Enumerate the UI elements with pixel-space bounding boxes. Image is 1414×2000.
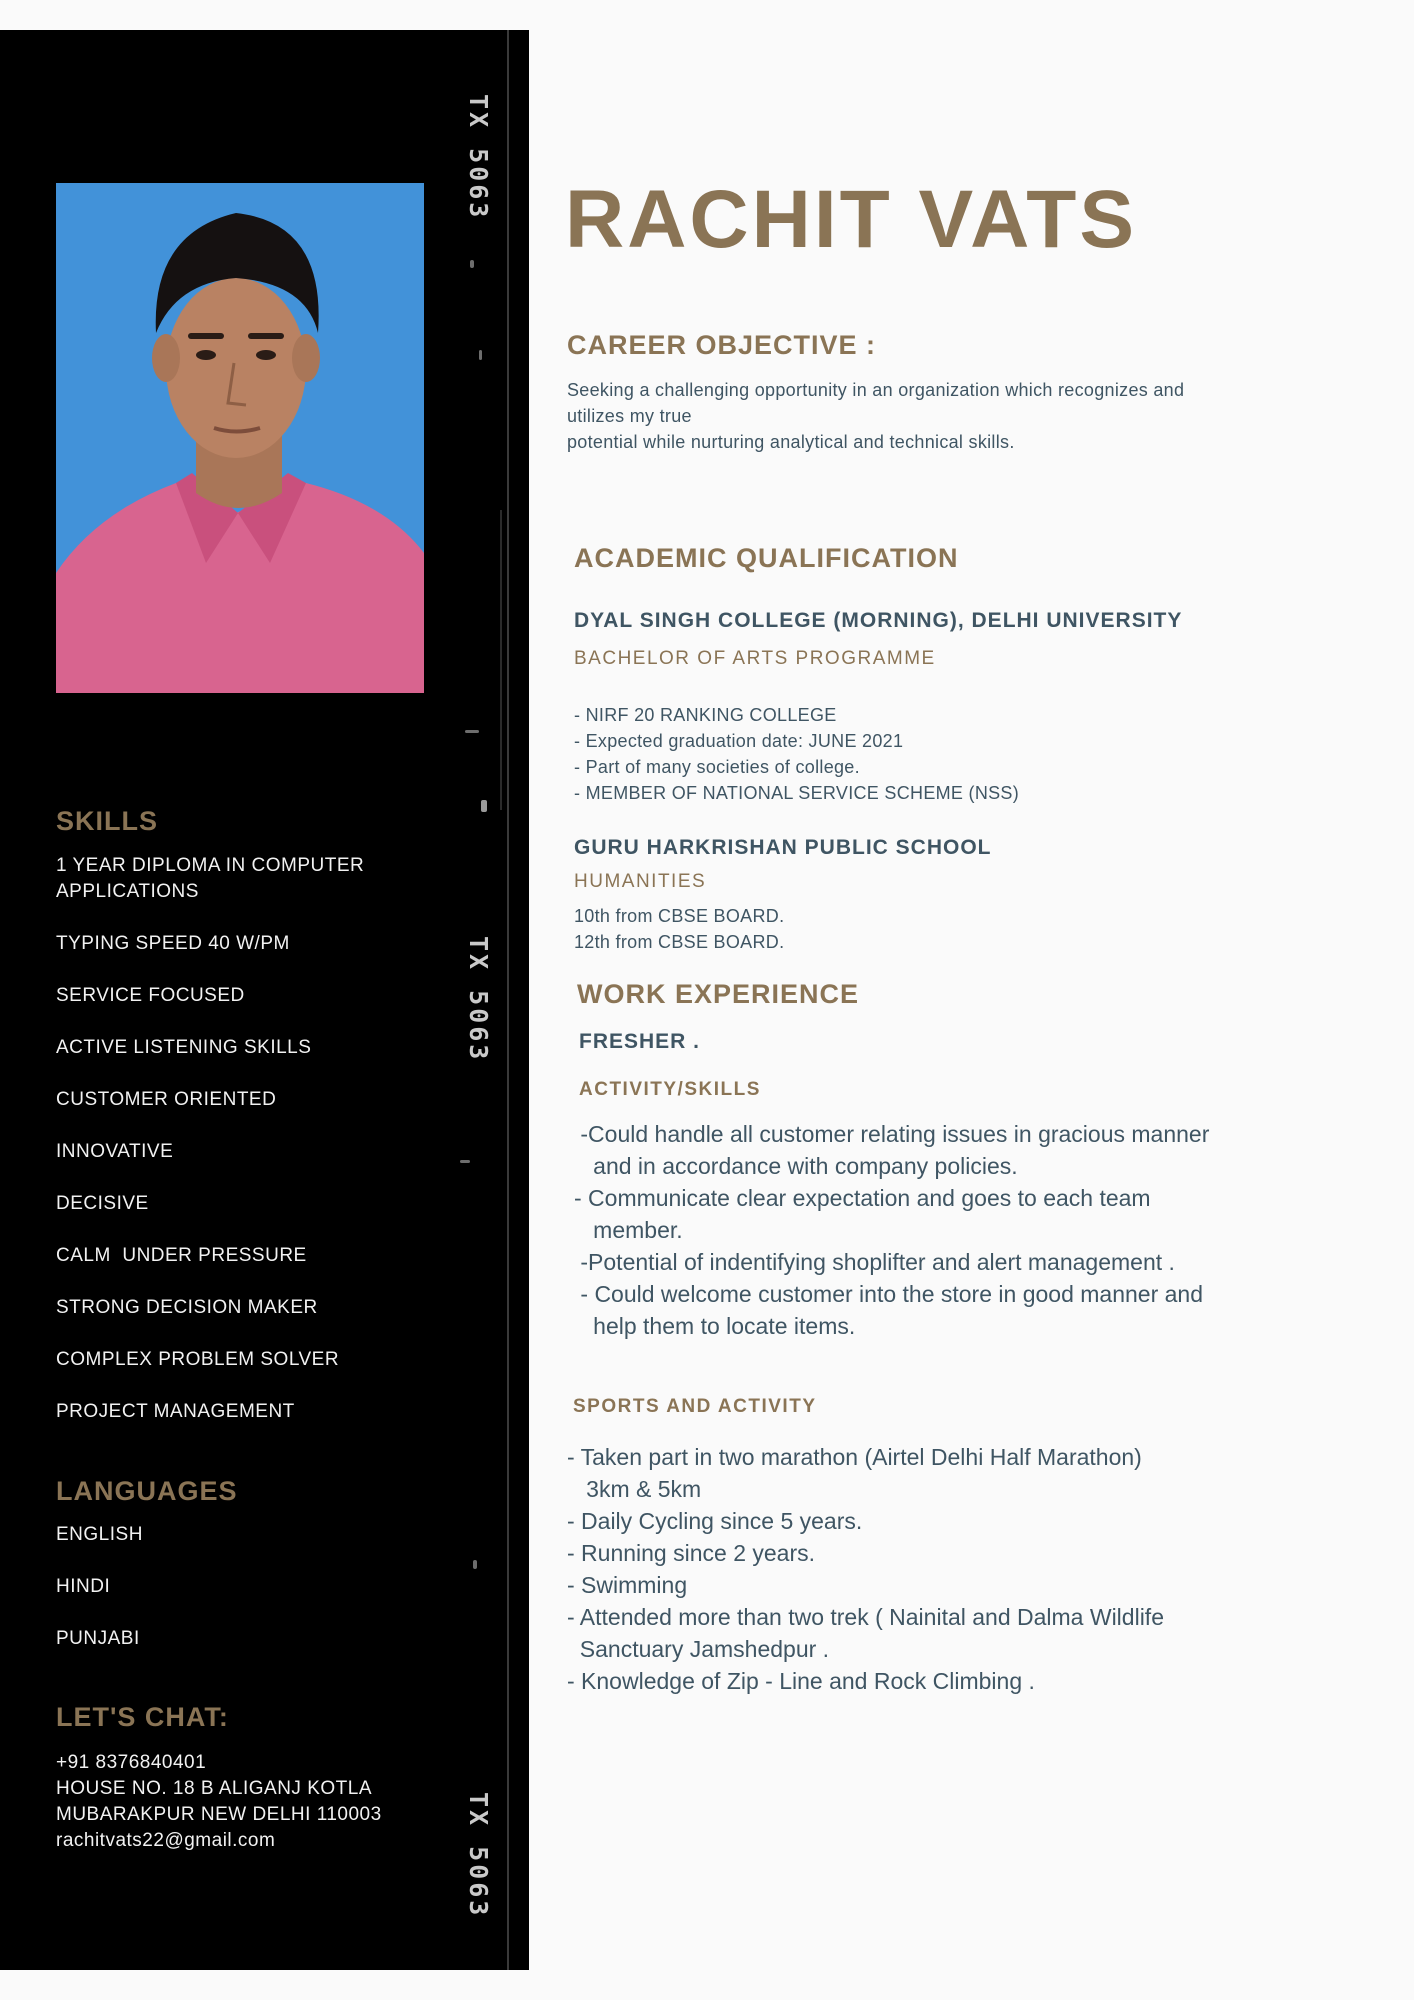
activity-line: help them to locate items.: [574, 1313, 856, 1339]
college-points: [574, 702, 1019, 806]
contact-heading: LET'S CHAT:: [56, 1702, 229, 1732]
sports-heading: SPORTS AND ACTIVITY: [573, 1396, 817, 1417]
film-strip-decoration: [455, 30, 515, 1970]
career-objective-text: [567, 377, 1184, 455]
skill-item: INNOVATIVE: [56, 1141, 174, 1162]
activity-skills-heading: ACTIVITY/SKILLS: [579, 1079, 761, 1100]
skill-item: ACTIVE LISTENING SKILLS: [56, 1037, 312, 1058]
activity-line: -Could handle all customer relating issues in gracious manner: [574, 1121, 1210, 1147]
work-status: FRESHER .: [579, 1030, 701, 1053]
sports-line: - Running since 2 years.: [567, 1540, 816, 1566]
college-point: - MEMBER OF NATIONAL SERVICE SCHEME (NSS): [574, 783, 1020, 803]
film-code-label-bottom: TX 5063: [464, 1792, 493, 1919]
language-item: HINDI: [56, 1576, 111, 1597]
college-point: - Part of many societies of college.: [574, 757, 860, 777]
objective-line: potential while nurturing analytical and technical skills.: [567, 432, 1015, 452]
contact-address-line-1: HOUSE NO. 18 B ALIGANJ KOTLA: [56, 1778, 372, 1799]
sports-line: Sanctuary Jamshedpur .: [567, 1636, 830, 1662]
film-code-label-middle: TX 5063: [464, 936, 493, 1063]
sports-list: [567, 1441, 1164, 1697]
academic-heading: ACADEMIC QUALIFICATION: [574, 543, 959, 573]
contact-address-line-2: MUBARAKPUR NEW DELHI 110003: [56, 1804, 382, 1825]
school-point: 12th from CBSE BOARD.: [574, 932, 785, 952]
language-item: ENGLISH: [56, 1524, 143, 1545]
sports-line: 3km & 5km: [567, 1476, 702, 1502]
college-program: BACHELOR OF ARTS PROGRAMME: [574, 648, 936, 669]
profile-photo-illustration: [56, 183, 424, 693]
skill-item: SERVICE FOCUSED: [56, 985, 245, 1006]
activity-skills-list: [574, 1118, 1209, 1342]
school-name: GURU HARKRISHAN PUBLIC SCHOOL: [574, 836, 992, 859]
activity-line: member.: [574, 1217, 683, 1243]
skill-item: DECISIVE: [56, 1193, 149, 1214]
skill-item: STRONG DECISION MAKER: [56, 1297, 318, 1318]
college-name: DYAL SINGH COLLEGE (MORNING), DELHI UNIVERSITY: [574, 609, 1183, 632]
sports-line: - Taken part in two marathon (Airtel Delhi Half Marathon): [567, 1444, 1142, 1470]
contact-email: rachitvats22@gmail.com: [56, 1830, 276, 1851]
skill-item: CALM UNDER PRESSURE: [56, 1245, 307, 1266]
skill-item: CUSTOMER ORIENTED: [56, 1089, 277, 1110]
skill-item: TYPING SPEED 40 W/PM: [56, 933, 290, 954]
sports-line: - Attended more than two trek ( Nainital and Dalma Wildlife: [567, 1604, 1164, 1630]
sports-line: - Daily Cycling since 5 years.: [567, 1508, 863, 1534]
career-objective-heading: CAREER OBJECTIVE :: [567, 330, 877, 360]
activity-line: - Communicate clear expectation and goes to each team: [574, 1185, 1151, 1211]
contact-phone: +91 8376840401: [56, 1752, 207, 1773]
activity-line: and in accordance with company policies.: [574, 1153, 1018, 1179]
profile-photo: [56, 183, 424, 693]
skill-item: 1 YEAR DIPLOMA IN COMPUTER APPLICATIONS: [56, 855, 365, 902]
languages-heading: LANGUAGES: [56, 1476, 238, 1506]
sidebar: [0, 30, 529, 1970]
college-point: - NIRF 20 RANKING COLLEGE: [574, 705, 837, 725]
skill-item: COMPLEX PROBLEM SOLVER: [56, 1349, 340, 1370]
college-point: - Expected graduation date: JUNE 2021: [574, 731, 904, 751]
film-code-label-top: TX 5063: [464, 94, 493, 221]
school-points: [574, 903, 784, 955]
school-stream: HUMANITIES: [574, 871, 707, 892]
candidate-name: RACHIT VATS: [565, 174, 1138, 265]
work-experience-heading: WORK EXPERIENCE: [577, 979, 860, 1009]
skill-item: PROJECT MANAGEMENT: [56, 1401, 295, 1422]
skills-heading: SKILLS: [56, 806, 159, 836]
activity-line: - Could welcome customer into the store in good manner and: [574, 1281, 1203, 1307]
sports-line: - Swimming: [567, 1572, 688, 1598]
sports-line: - Knowledge of Zip - Line and Rock Climbing .: [567, 1668, 1035, 1694]
objective-line: Seeking a challenging opportunity in an organization which recognizes and: [567, 380, 1185, 400]
activity-line: -Potential of indentifying shoplifter and alert management .: [574, 1249, 1175, 1275]
language-item: PUNJABI: [56, 1628, 140, 1649]
objective-line: utilizes my true: [567, 406, 692, 426]
school-point: 10th from CBSE BOARD.: [574, 906, 785, 926]
